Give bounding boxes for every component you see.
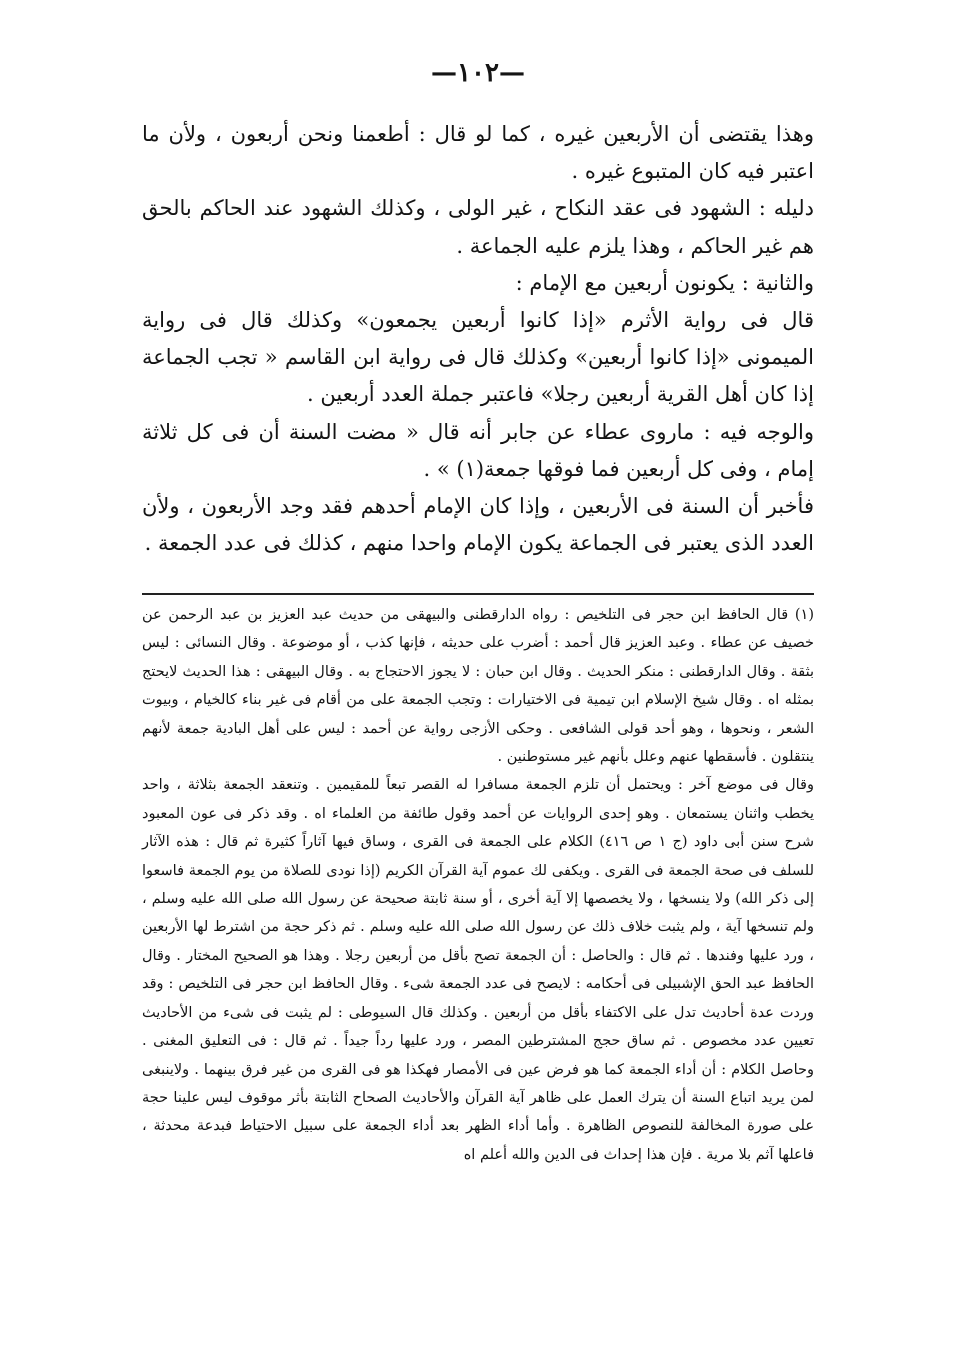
body-paragraph: دليله : الشهود فى عقد النكاح ، غير الولى ، وكذلك الشهود عند الحاكم بالحق هم غير الحاكم ، وهذا يلزم عليه الجماعة . [142,196,814,258]
body-paragraph: قال فى رواية الأثرم «إذا كانوا أربعين يجمعون» وكذلك قال فى رواية الميمونى «إذا كانوا أربعين» وكذلك قال فى رواية ابن القاسم « تجب الجماعة إذا كان أهل القرية أربعين رجلا» فاعتبر جملة العدد أربعين . [142,308,814,407]
main-text [142,116,814,562]
footnote-paragraph: (١) قال الحافظ ابن حجر فى التلخيص : رواه الدارقطنى والبيهقى من حديث عبد العزيز بن عبد الرحمن عن خصيف عن عطاء . وعبد العزيز قال أحمد : أضرب على حديثه ، فإنها كذب ، أو موضوعة . وقال النسائى : ليس بثقة . وقال الدارقطنى : منكر الحديث . وقال ابن حبان : لا يجوز الاحتجاج به . وقال البيهقى : هذا الحديث لايحتج بمثله اه . وقال شيخ الإسلام ابن تيمية فى الاختيارات : وتجب الجمعة على من أقام فى غير بناء كالخيام ، وبيوت الشعر ، ونحوها ، وهو أحد قولى الشافعى . وحكى الأزجى رواية عن أحمد : ليس على أهل البادية جمعة لأنهم ينتقلون . فأسقطها عنهم وعلل بأنهم غير مستوطنين . [142,607,814,766]
body-paragraph: والثانية : يكونون أربعين مع الإمام : [515,270,814,295]
footnote-divider [142,593,814,595]
body-paragraph: والوجه فيه : ماروى عطاء عن جابر أنه قال « مضت السنة أن فى كل ثلاثة إمام ، وفى كل أربعين فما فوقها جمعة(١) » . [142,419,814,481]
footnotes [142,601,814,1169]
page-number: —١٠٢— [431,58,525,88]
footnote-paragraph: وقال فى موضع آخر : ويحتمل أن تلزم الجمعة مسافرا له القصر تبعاً للمقيمين . وتنعقد الجمعة بثلاثة ، واحد يخطب واثنان يستمعان . وهو إحدى الروايات عن أحمد وقول طائفة من العلماء اه . وقد ذكر فى عون المعبود شرح سنن أبى داود (ج ١ ص ٤١٦) الكلام على الجمعة فى القرى ، وساق فيها آثاراً كثيرة ثم قال : هذه الآثار للسلف فى صحة الجمعة فى القرى . ويكفى لك عموم آية القرآن الكريم (إذا نودى للصلاة من يوم الجمعة فاسعوا إلى ذكر الله) ولا ينسخها ، ولا يخصصها إلا آية أخرى ، أو سنة ثابتة صحيحة عن رسول الله صلى الله عليه وسلم ، ولم تنسخها آية ، ولم يثبت خلاف ذلك عن رسول الله صلى الله عليه وسلم . ثم ذكر حجة من اشترط لها الأربعين ، ورد عليها وفندها . ثم قال : والحاصل : أن الجمعة تصح بأقل من أربعين رجلا . وهذا هو الصحيح المختار . وقال الحافظ عبد الحق الإشبيلى فى أحكامه : لايصح فى عدد الجمعة شىء . وقال الحافظ ابن حجر فى التلخيص : وقد وردت عدة أحاديث تدل على الاكتفاء بأقل من أربعين . وكذلك قال السيوطى : لم يثبت فى شىء من الأحاديث تعيين عدد مخصوص . ثم ساق حجج المشترطين المصر ، ورد عليها رداً جيداً . ثم قال : فى التعليق المغنى . وحاصل الكلام : أن أداء الجمعة كما هو فرض عين فى الأمصار فهكذا هو فى القرى من غير فرق بينهما . ولاينبغى لمن يريد اتباع السنة أن يترك العمل على ظاهر آية القرآن والأحاديث الصحاح الثابتة بأثر موقوف ليس علينا حجة على صورة المخالفة للنصوص الظاهرة . وأما أداء الظهر بعد أداء الجمعة على سبيل الاحتياط فبدعة محدثة ، فاعلها آثم بلا مرية . فإن هذا إحداث فى الدين والله أعلم اه [142,777,815,1163]
body-paragraph: فأخبر أن السنة فى الأربعين ، وإذا كان الإمام أحدهم فقد وجد الأربعون ، ولأن العدد الذى يعتبر فى الجماعة يكون الإمام واحدا منهم ، كذلك فى عدد الجمعة . [142,494,814,556]
body-paragraph: وهذا يقتضى أن الأربعين غيره ، كما لو قال : أطعمنا ونحن أربعون ، ولأن ما اعتبر فيه كان المتبوع غيره . [142,122,814,184]
